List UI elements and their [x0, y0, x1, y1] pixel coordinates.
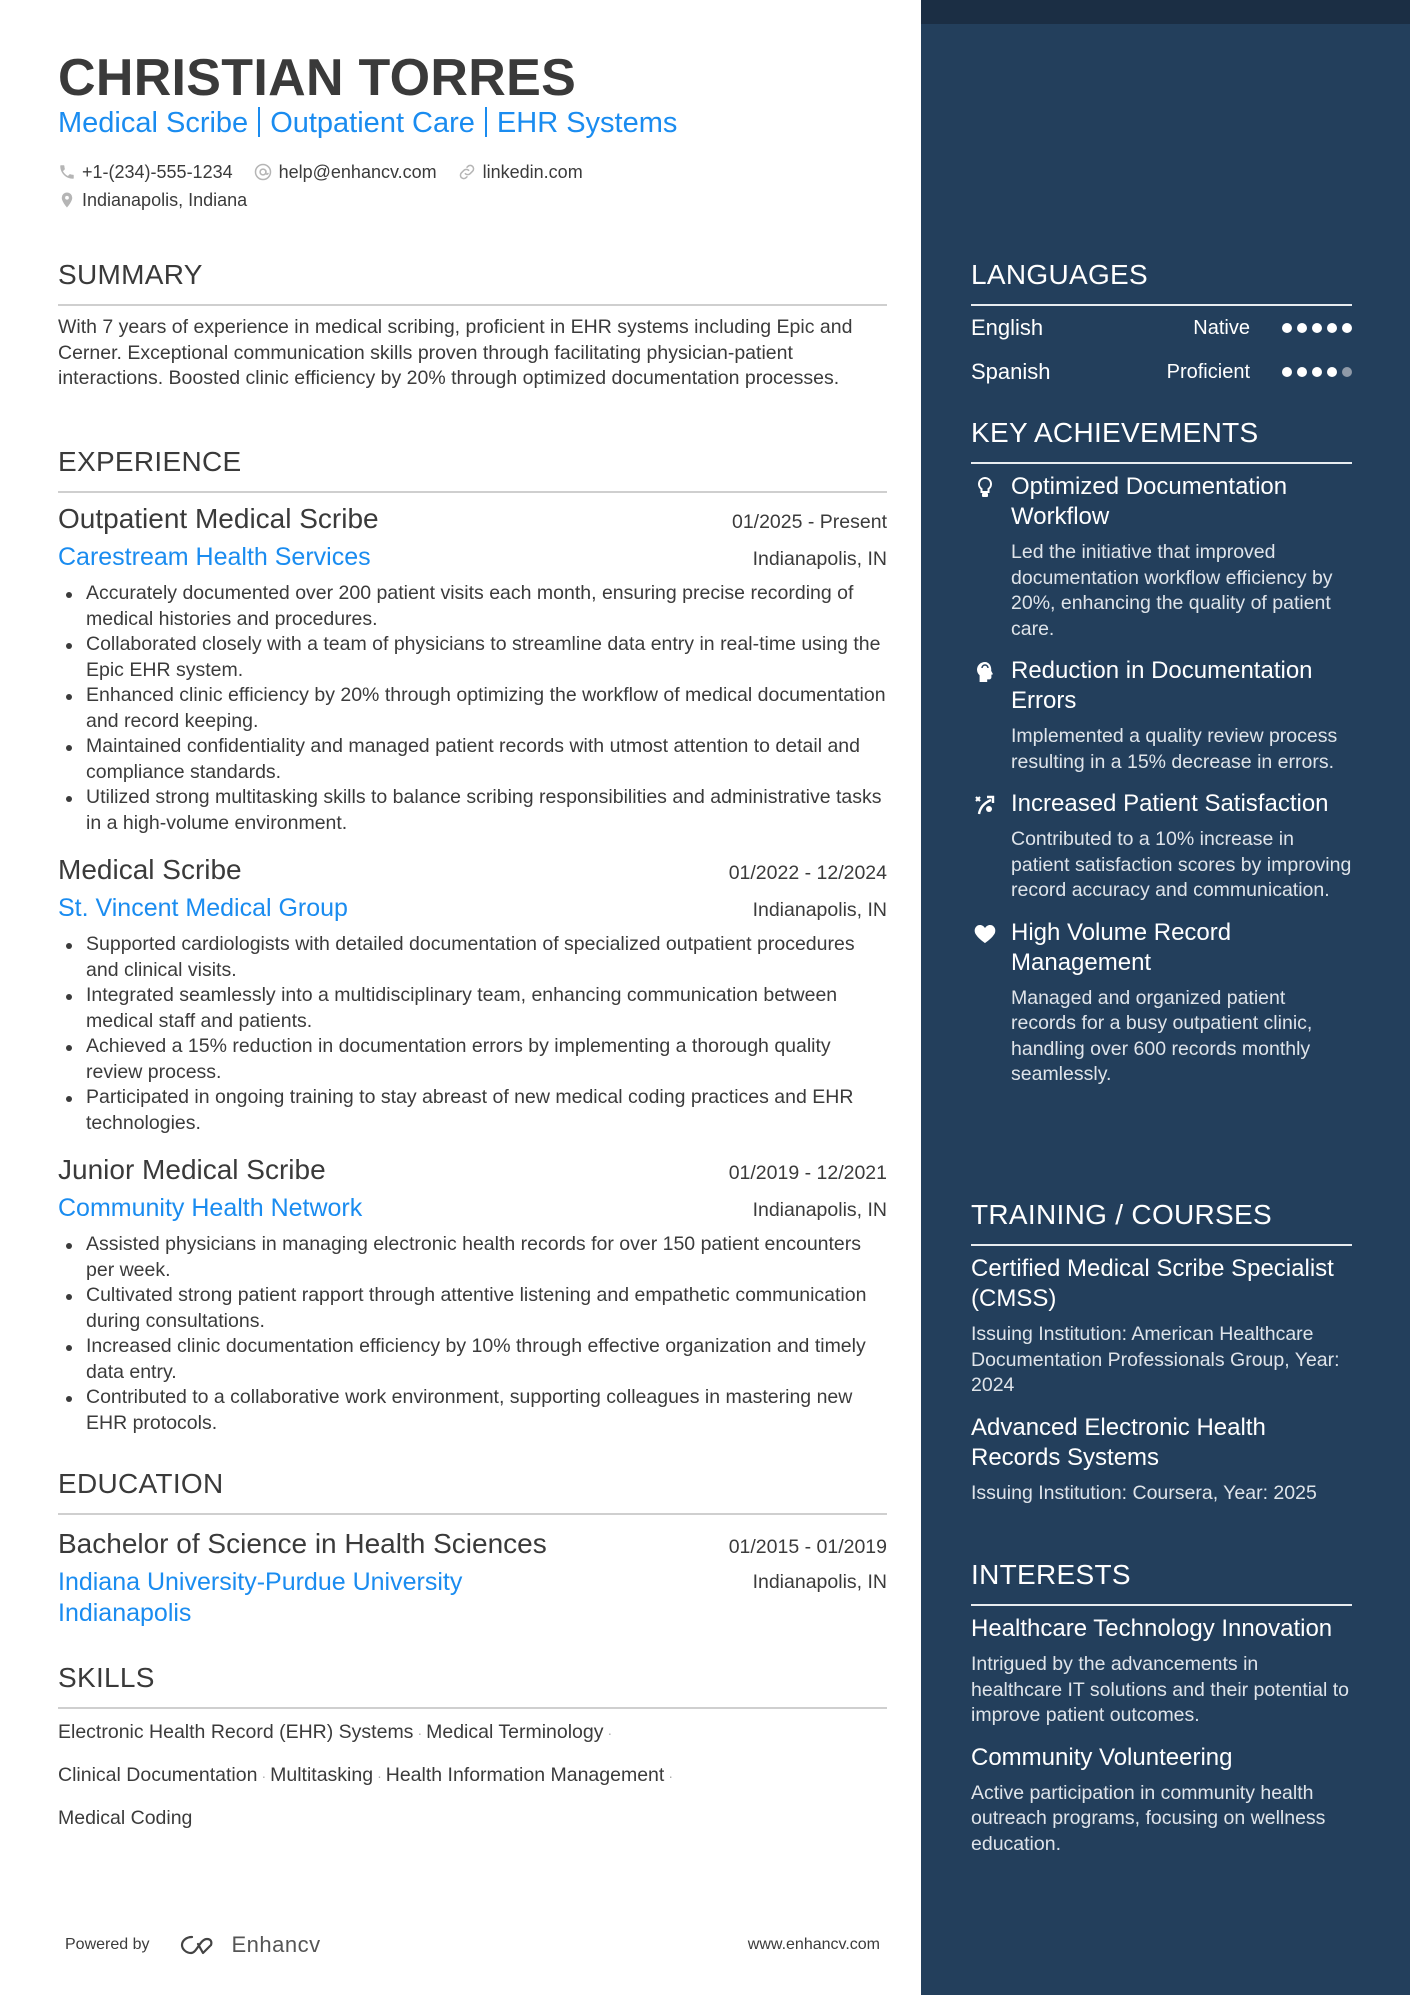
course-item: [971, 1413, 1352, 1507]
bullet-item: Achieved a 15% reduction in documentation errors by implementing a thorough quality review process.: [58, 1034, 887, 1085]
sidebar-top-band: [921, 0, 1410, 24]
location-pin-icon: [58, 190, 76, 210]
achievements-section: [971, 416, 1352, 1088]
headline-separator: [485, 107, 487, 137]
interest-desc: Active participation in community health outreach programs, focusing on wellness education.: [971, 1781, 1326, 1855]
bullet-item: Collaborated closely with a team of physicians to streamline data entry in real-time using the Epic EHR system.: [58, 632, 887, 683]
job-title: Outpatient Medical Scribe: [58, 503, 379, 534]
skill-item: Medical Coding: [58, 1807, 193, 1829]
bullet-item: Enhanced clinic efficiency by 20% through optimizing the workflow of medical documentation and record keeping.: [58, 683, 887, 734]
interest-desc: Intrigued by the advancements in healthcare IT solutions and their potential to improve patient outcomes.: [971, 1653, 1349, 1726]
degree-title: Bachelor of Science in Health Sciences: [58, 1528, 547, 1559]
linkedin-contact[interactable]: [457, 160, 583, 184]
company-name[interactable]: Carestream Health Services: [58, 543, 371, 571]
at-icon: [253, 162, 273, 182]
headline-separator: [258, 107, 260, 137]
skill-item: Health Information Management: [385, 1764, 665, 1786]
footer-url[interactable]: www.enhancv.com: [747, 1936, 880, 1953]
enhancv-logo[interactable]: [178, 1932, 321, 1958]
job-title: Medical Scribe: [58, 854, 242, 885]
language-item: [971, 306, 1352, 350]
proficiency-dots: [1282, 367, 1352, 377]
sidebar: [921, 0, 1410, 1995]
job-bullets: [58, 581, 887, 836]
bullet-item: Accurately documented over 200 patient visits each month, ensuring precise recording of medical histories and procedures.: [58, 581, 887, 632]
summary-text: With 7 years of experience in medical scribing, proficient in EHR systems including Epic and Cerner. Exceptional communication skills proven through facilitating physician-patient interactions. Boosted clinic efficiency by 20% through optimized documentation processes.: [58, 316, 853, 389]
skill-item: Multitasking: [270, 1764, 374, 1786]
course-title: Advanced Electronic Health Records Systems: [971, 1413, 1266, 1471]
strategy-icon: [973, 793, 997, 817]
interest-title: Community Volunteering: [971, 1743, 1233, 1771]
languages-section: [971, 258, 1352, 394]
powered-by-label: Powered by: [65, 1936, 150, 1953]
location-text: Indianapolis, Indiana: [82, 190, 248, 210]
link-icon: [457, 162, 477, 182]
headline: [58, 105, 677, 141]
bullet-item: Assisted physicians in managing electronic health records for over 150 patient encounters per week.: [58, 1232, 887, 1283]
footer: [65, 1930, 880, 1960]
job-location: Indianapolis, IN: [752, 1199, 887, 1221]
email-text: help@enhancv.com: [278, 162, 437, 182]
headline-item: EHR Systems: [496, 107, 678, 139]
achievement-item: [971, 472, 1352, 642]
achievement-title: Optimized Documentation Workflow: [1011, 473, 1288, 530]
phone-text: +1-(234)-555-1234: [82, 162, 233, 182]
bullet-item: Participated in ongoing training to stay abreast of new medical coding practices and EHR technologies.: [58, 1085, 887, 1136]
language-level: Native: [1193, 316, 1250, 339]
company-name[interactable]: St. Vincent Medical Group: [58, 894, 348, 922]
email-contact[interactable]: [253, 160, 437, 184]
course-desc: Issuing Institution: American Healthcare Documentation Professionals Group, Year: 2024: [971, 1323, 1340, 1396]
bullet-item: Maintained confidentiality and managed patient records with utmost attention to detail and compliance standards.: [58, 734, 887, 785]
section-title: TRAINING / COURSES: [971, 1199, 1272, 1230]
headline-item: Medical Scribe: [58, 107, 249, 139]
training-section: [971, 1198, 1352, 1506]
achievement-item: [971, 918, 1352, 1088]
course-desc: Issuing Institution: Coursera, Year: 2025: [971, 1481, 1317, 1504]
experience-entry: [58, 853, 887, 1136]
education-date: 01/2015 - 01/2019: [728, 1536, 887, 1558]
section-divider: [971, 462, 1352, 464]
bullet-item: Utilized strong multitasking skills to balance scribing responsibilities and administrative tasks in a high-volume environment.: [58, 785, 887, 836]
achievement-title: Reduction in Documentation Errors: [1011, 657, 1313, 714]
bullet-item: Supported cardiologists with detailed documentation of specialized outpatient procedures and clinical visits.: [58, 932, 887, 983]
phone-contact[interactable]: [58, 160, 233, 184]
achievement-desc: Led the initiative that improved documentation workflow efficiency by 20%, enhancing the quality of patient care.: [1011, 541, 1333, 640]
job-date: 01/2025 - Present: [731, 511, 887, 533]
section-divider: [58, 1707, 887, 1709]
bullet-item: Contributed to a collaborative work environment, supporting colleagues in mastering new EHR protocols.: [58, 1385, 887, 1436]
proficiency-dots: [1282, 323, 1352, 333]
section-divider: [58, 491, 887, 493]
education-section: [58, 1467, 887, 1629]
language-level: Proficient: [1166, 360, 1250, 383]
section-divider: [971, 1604, 1352, 1606]
achievement-title: Increased Patient Satisfaction: [1011, 790, 1329, 817]
language-name: Spanish: [971, 359, 1051, 384]
headline-item: Outpatient Care: [270, 107, 475, 139]
education-location: Indianapolis, IN: [752, 1571, 887, 1593]
brain-head-icon: [973, 660, 997, 684]
experience-entry: [58, 1153, 887, 1436]
experience-section: [58, 445, 887, 493]
powered-by: [65, 1932, 321, 1958]
job-date: 01/2022 - 12/2024: [728, 862, 887, 884]
course-item: [971, 1254, 1352, 1399]
bullet-item: Cultivated strong patient rapport through attentive listening and empathetic communication during consultations.: [58, 1283, 887, 1334]
bullet-item: Integrated seamlessly into a multidisciplinary team, enhancing communication between medical staff and patients.: [58, 983, 887, 1034]
interest-item: [971, 1743, 1352, 1858]
job-date: 01/2019 - 12/2021: [728, 1162, 887, 1184]
job-title: Junior Medical Scribe: [58, 1154, 326, 1185]
enhancv-logo-icon: [178, 1933, 224, 1957]
interest-title: Healthcare Technology Innovation: [971, 1615, 1333, 1642]
skills-line: Electronic Health Record (EHR) Systems · Medical Terminology ·: [58, 1721, 613, 1743]
job-location: Indianapolis, IN: [752, 548, 887, 570]
achievement-desc: Managed and organized patient records for a busy outpatient clinic, handling over 600 records monthly seamlessly.: [1011, 986, 1313, 1085]
achievement-title: High Volume Record Management: [1011, 918, 1232, 976]
phone-icon: [58, 163, 76, 181]
course-title: Certified Medical Scribe Specialist (CMSS): [971, 1255, 1334, 1312]
achievement-desc: Contributed to a 10% increase in patient satisfaction scores by improving record accuracy and communication.: [1011, 828, 1352, 901]
skill-item: Electronic Health Record (EHR) Systems: [58, 1721, 414, 1743]
section-divider: [58, 1513, 887, 1515]
location-contact: [58, 188, 247, 212]
linkedin-text: linkedin.com: [482, 162, 583, 182]
job-location: Indianapolis, IN: [752, 899, 887, 921]
skills-line: [58, 1797, 887, 1839]
heart-icon: [973, 922, 997, 946]
language-name: English: [971, 315, 1044, 340]
interests-section: [971, 1558, 1352, 1857]
company-name[interactable]: Community Health Network: [58, 1194, 363, 1222]
skills-section: [58, 1661, 887, 1839]
skill-item: Clinical Documentation: [58, 1764, 258, 1786]
lightbulb-icon: [973, 476, 997, 500]
section-title: INTERESTS: [971, 1559, 1131, 1590]
section-title: LANGUAGES: [971, 259, 1148, 290]
section-title: KEY ACHIEVEMENTS: [971, 417, 1259, 448]
interest-item: [971, 1614, 1352, 1729]
skills-line: Clinical Documentation · Multitasking · Health Information Management ·: [58, 1764, 673, 1786]
contact-info: [58, 158, 603, 214]
candidate-name: CHRISTIAN TORRES: [58, 49, 577, 107]
brand-text: Enhancv: [231, 1932, 321, 1957]
school-name[interactable]: Indiana University-Purdue University Indianapolis: [58, 1568, 463, 1627]
section-title: SKILLS: [58, 1662, 155, 1693]
job-bullets: [58, 1232, 887, 1436]
section-divider: [971, 1244, 1352, 1246]
section-divider: [58, 304, 887, 306]
skill-item: Medical Terminology: [426, 1721, 604, 1743]
language-item: [971, 350, 1352, 394]
summary-section: [58, 258, 887, 392]
achievement-desc: Implemented a quality review process resulting in a 15% decrease in errors.: [1011, 725, 1338, 773]
job-bullets: [58, 932, 887, 1136]
achievement-item: [971, 789, 1352, 904]
section-title: EDUCATION: [58, 1468, 224, 1499]
section-title: EXPERIENCE: [58, 446, 242, 477]
experience-entry: [58, 502, 887, 836]
section-title: SUMMARY: [58, 259, 203, 290]
achievement-item: [971, 656, 1352, 775]
bullet-item: Increased clinic documentation efficiency by 10% through effective organization and timely data entry.: [58, 1334, 887, 1385]
